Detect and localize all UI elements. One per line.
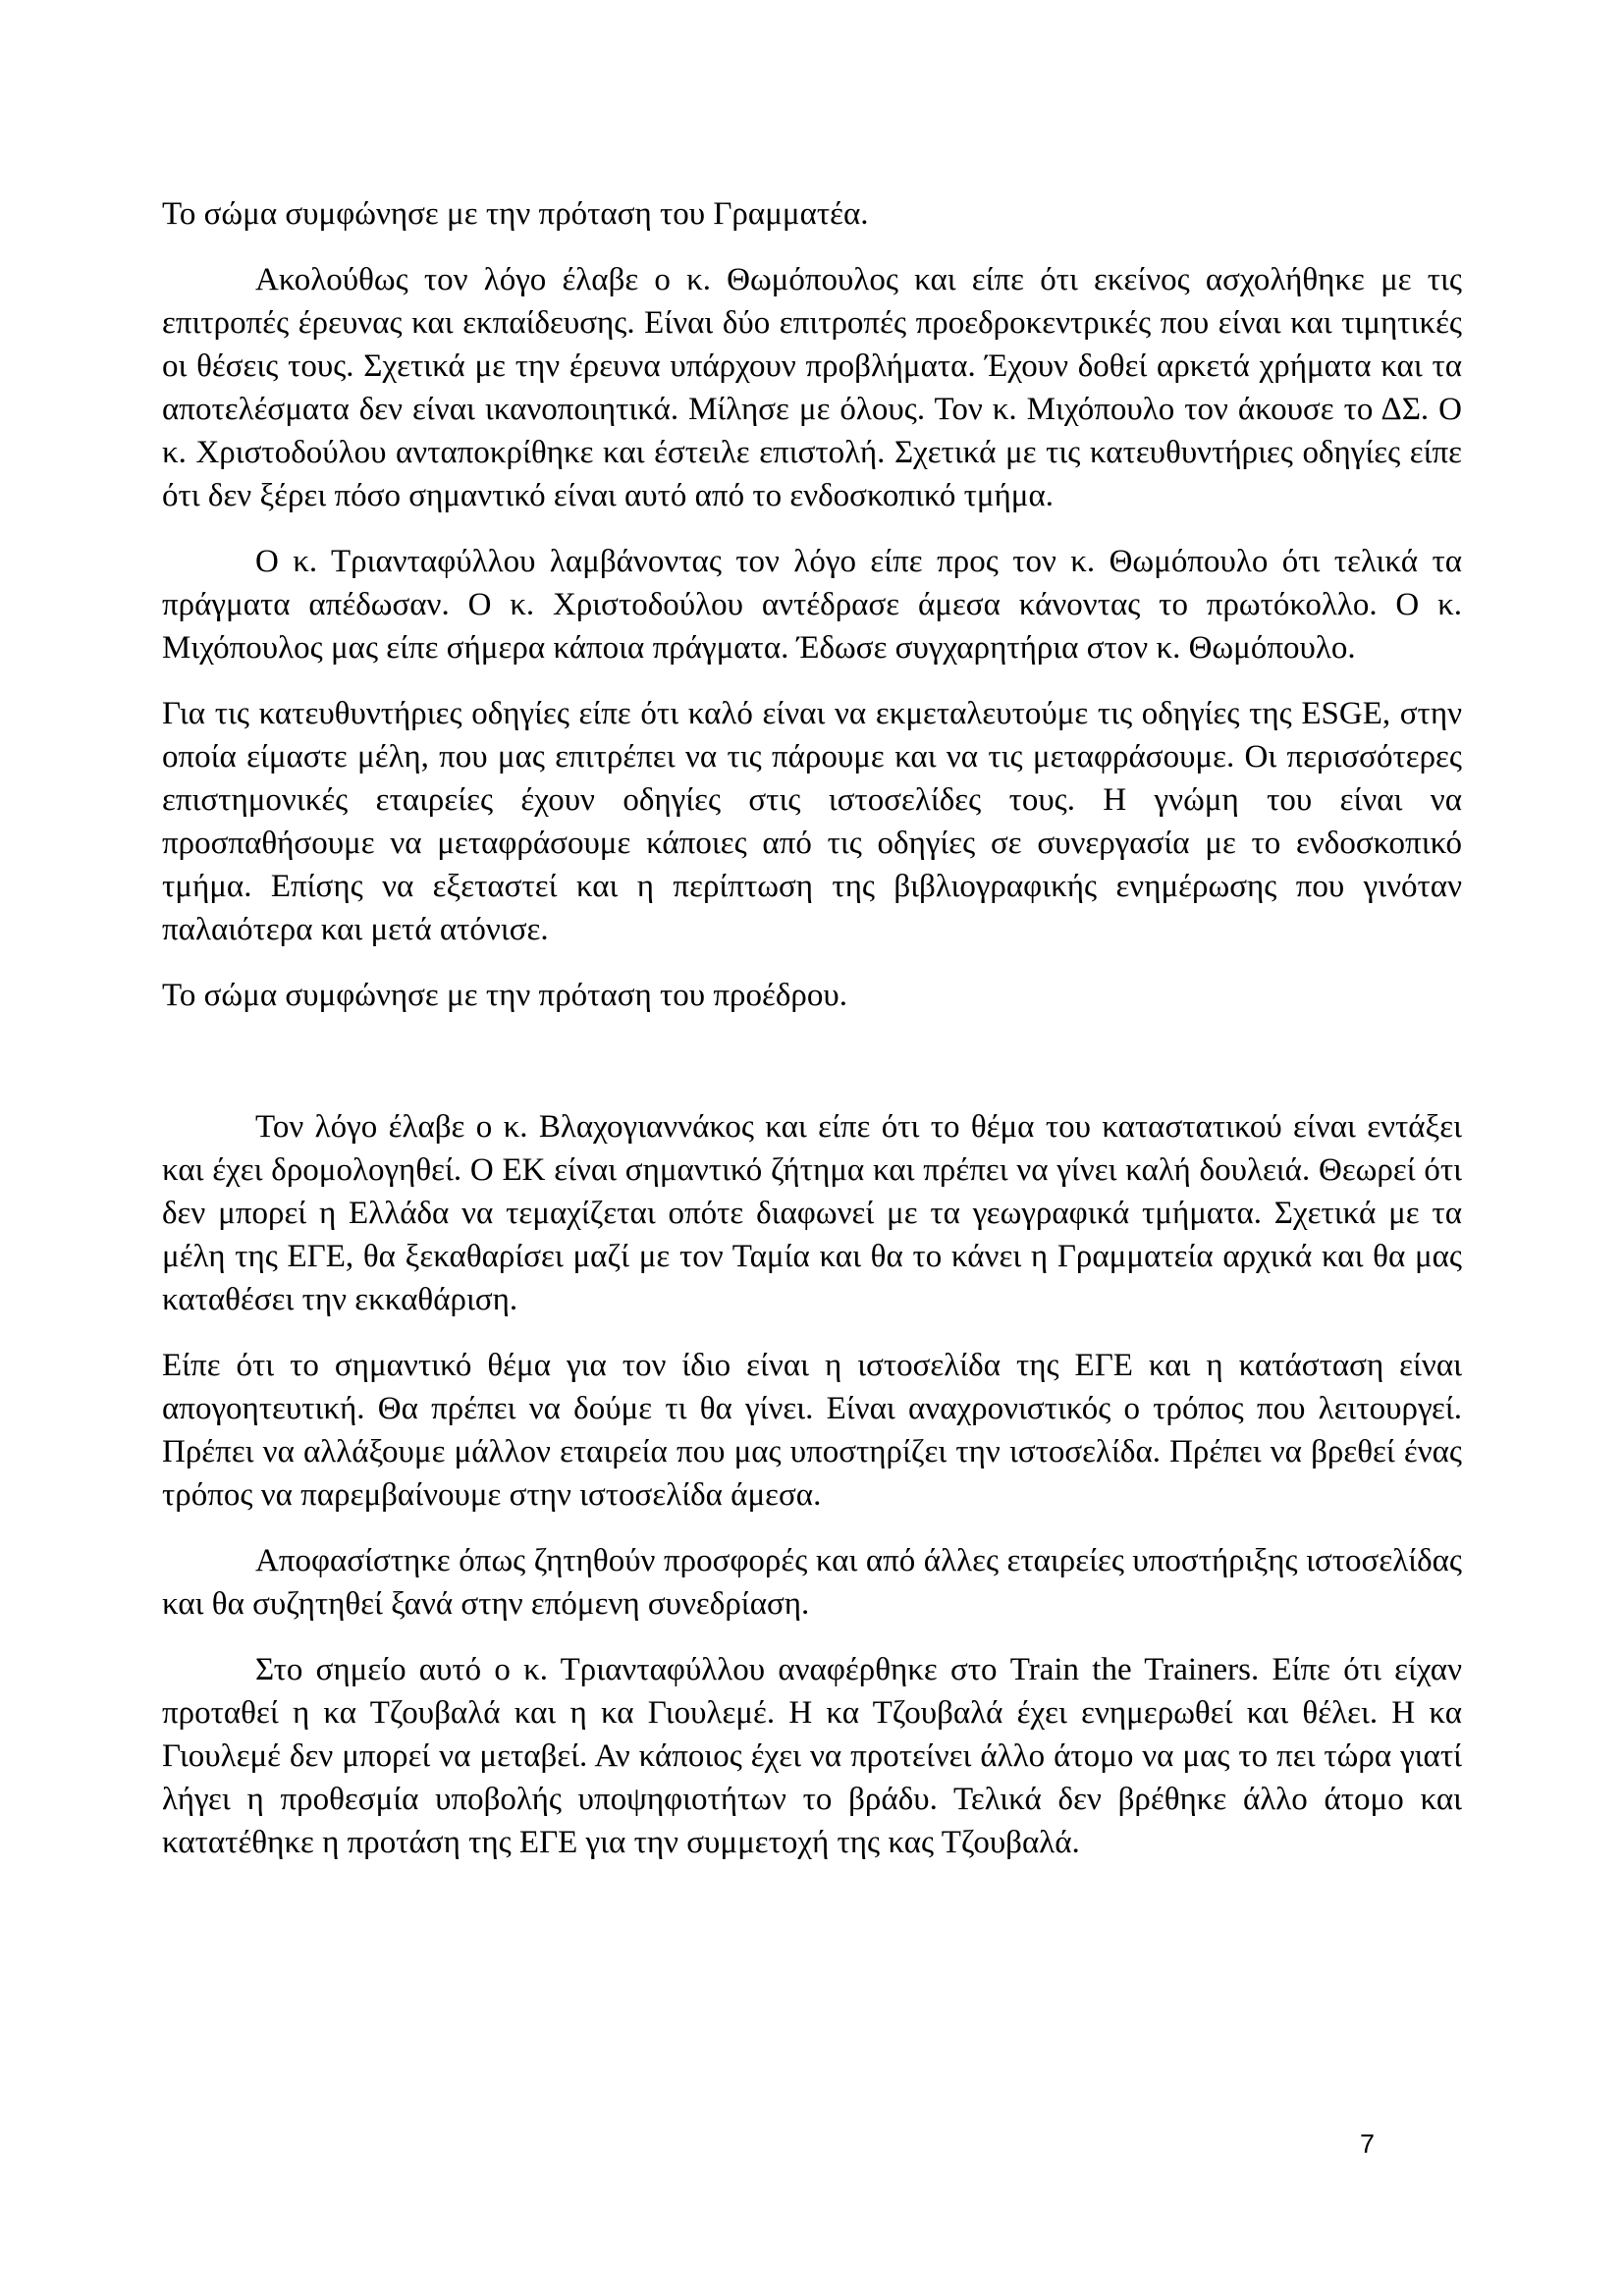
empty-line [162,1040,1462,1083]
paragraph: Αποφασίστηκε όπως ζητηθούν προσφορές και από άλλες εταιρείες υποστήριξης ιστοσελίδας και θα συζητηθεί ξανά στην επόμενη συνεδρίαση. [162,1543,1462,1622]
page-footer [0,2128,1375,2160]
paragraph: Τον λόγο έλαβε ο κ. Βλαχογιαννάκος και είπε ότι το θέμα του καταστατικού είναι εντάξει και έχει δρομολογηθεί. Ο ΕΚ είναι σημαντικό ζήτημα και πρέπει να γίνει καλή δουλειά. Θεωρεί ότι δεν μπορεί η Ελλάδα να τεμαχίζεται οπότε διαφωνεί με τα γεωγραφικά τμήματα. Σχετικά με τα μέλη της ΕΓΕ, θα ξεκαθαρίσει μαζί με τον Ταμία και θα το κάνει η Γραμματεία αρχικά και θα μας καταθέσει την εκκαθάριση. [162,1109,1462,1317]
paragraph: Το σώμα συμφώνησε με την πρόταση του Γραμματέα. [162,196,869,232]
page-number: 7 [1359,2129,1375,2159]
paragraph: Για τις κατευθυντήριες οδηγίες είπε ότι καλό είναι να εκμεταλευτούμε τις οδηγίες της ESGE, στην οποία είμαστε μέλη, που μας επιτρέπει να τις πάρουμε και να τις μεταφράσουμε. Οι περισσότερες επιστημονικές εταιρείες έχουν οδηγίες στις ιστοσελίδες τους. Η γνώμη του είναι να προσπαθήσουμε να μεταφράσουμε κάποιες από τις οδηγίες σε συνεργασία με το ενδοσκοπικό τμήμα. Επίσης να εξεταστεί και η περίπτωση της βιβλιογραφικής ενημέρωσης που γινόταν παλαιότερα και μετά ατόνισε. [162,696,1462,947]
paragraph: Ακολούθως τον λόγο έλαβε ο κ. Θωμόπουλος και είπε ότι εκείνος ασχολήθηκε με τις επιτροπές έρευνας και εκπαίδευσης. Είναι δύο επιτροπές προεδροκεντρικές που είναι και τιμητικές οι θέσεις τους. Σχετικά με την έρευνα υπάρχουν προβλήματα. Έχουν δοθεί αρκετά χρήματα και τα αποτελέσματα δεν είναι ικανοποιητικά. Μίλησε με όλους. Τον κ. Μιχόπουλο τον άκουσε το ΔΣ. Ο κ. Χριστοδούλου ανταποκρίθηκε και έστειλε επιστολή. Σχετικά με τις κατευθυντήριες οδηγίες είπε ότι δεν ξέρει πόσο σημαντικό είναι αυτό από το ενδοσκοπικό τμήμα. [162,262,1462,513]
paragraph: Στο σημείο αυτό ο κ. Τριανταφύλλου αναφέρθηκε στο Train the Trainers. Είπε ότι είχαν προταθεί η κα Τζουβαλά και η κα Γιουλεμέ. Η κα Τζουβαλά έχει ενημερωθεί και θέλει. Η κα Γιουλεμέ δεν μπορεί να μεταβεί. Αν κάποιος έχει να προτείνει άλλο άτομο να μας το πει τώρα γιατί λήγει η προθεσμία υποβολής υποψηφιοτήτων το βράδυ. Τελικά δεν βρέθηκε άλλο άτομο και κατατέθηκε η προτάση της ΕΓΕ για την συμμετοχή της κας Τζουβαλά. [162,1652,1462,1860]
paragraph: Το σώμα συμφώνησε με την πρόταση του προέδρου. [162,978,847,1013]
paragraph: Είπε ότι το σημαντικό θέμα για τον ίδιο είναι η ιστοσελίδα της ΕΓΕ και η κατάσταση είναι απογοητευτική. Θα πρέπει να δούμε τι θα γίνει. Είναι αναχρονιστικός ο τρόπος που λειτουργεί. Πρέπει να αλλάξουμε μάλλον εταιρεία που μας υποστηρίζει την ιστοσελίδα. Πρέπει να βρεθεί ένας τρόπος να παρεμβαίνουμε στην ιστοσελίδα άμεσα. [162,1348,1462,1513]
paragraph: Ο κ. Τριανταφύλλου λαμβάνοντας τον λόγο είπε προς τον κ. Θωμόπουλο ότι τελικά τα πράγματα απέδωσαν. Ο κ. Χριστοδούλου αντέδρασε άμεσα κάνοντας το πρωτόκολλο. Ο κ. Μιχόπουλος μας είπε σήμερα κάποια πράγματα. Έδωσε συγχαρητήρια στον κ. Θωμόπουλο. [162,544,1462,666]
